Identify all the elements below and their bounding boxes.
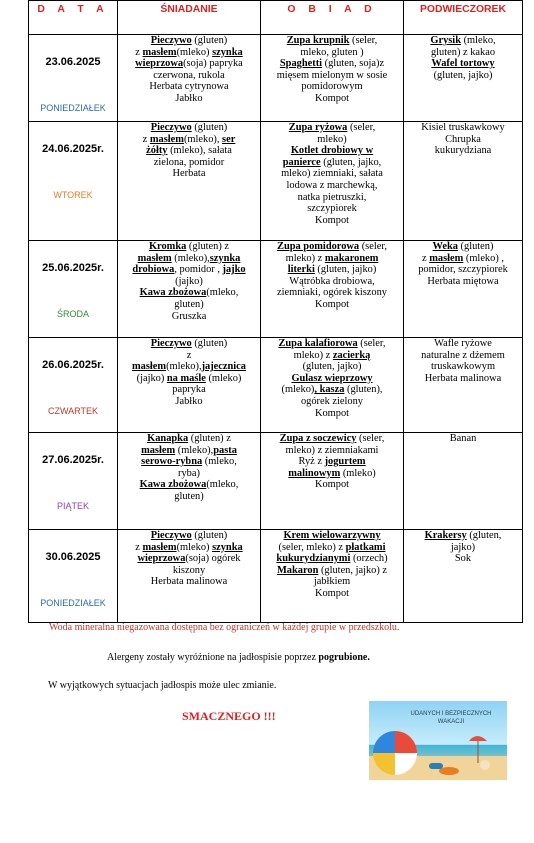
menu-line [263, 145, 401, 157]
menu-line [263, 542, 401, 554]
allergen-highlight: szynka [209, 252, 241, 264]
menu-line [263, 253, 401, 265]
snack-cell [404, 241, 523, 338]
menu-line [263, 203, 401, 215]
menu-text: pomidor, szczypiorek [418, 264, 508, 276]
menu-text: (mleko), [171, 252, 210, 264]
menu-line [120, 168, 258, 180]
menu-line [120, 479, 258, 491]
allergen-highlight: Kanapka [147, 433, 189, 444]
menu-text: mleko) [317, 133, 347, 145]
menu-text: (mleko) [340, 467, 376, 479]
menu-line [120, 299, 258, 311]
menu-line [406, 122, 520, 134]
snack-cell [404, 433, 523, 530]
menu-text: (seler, mleko) z [278, 541, 346, 553]
allergen-highlight: masłem [137, 252, 172, 264]
menu-line [120, 287, 258, 299]
menu-text: Herbata malinowa [424, 372, 502, 384]
header-row [29, 1, 523, 35]
menu-line [263, 588, 401, 600]
menu-text: ogórek zielony [300, 395, 364, 407]
date-label: 23.06.2025 [45, 56, 101, 68]
menu-line [263, 287, 401, 299]
allergen-highlight: , kasza [314, 384, 345, 396]
lunch-cell [261, 122, 404, 241]
menu-line [120, 384, 258, 396]
menu-line [406, 241, 520, 253]
menu-line [120, 396, 258, 408]
allergen-highlight: zacierką [332, 349, 371, 361]
menu-text: (seler, [356, 433, 385, 444]
menu-text: Herbata cytrynowa [149, 81, 229, 93]
menu-text: ziemniaki, ogórek kiszony [277, 287, 387, 299]
menu-line [263, 157, 401, 169]
menu-text: Wafle ryżowe [434, 338, 492, 349]
allergen-highlight: serowo-rybna [141, 456, 203, 468]
menu-text: gluten) [174, 490, 204, 502]
menu-line [263, 264, 401, 276]
menu-text: z [422, 252, 430, 264]
menu-text: (mleko, [202, 456, 237, 468]
menu-line [263, 350, 401, 362]
snack-cell [404, 122, 523, 241]
allergen-highlight: szynka [212, 541, 243, 553]
menu-line [263, 276, 401, 288]
menu-line [406, 47, 520, 59]
menu-text: Kompot [314, 92, 350, 104]
menu-text: mleko) z [293, 349, 333, 361]
allergen-highlight: Kotlet drobiowy w [290, 145, 374, 157]
menu-line [263, 456, 401, 468]
menu-text: (soja) ogórek [185, 553, 241, 565]
menu-text: (seler, [357, 338, 386, 349]
menu-text: (jajko) [136, 372, 167, 384]
allergen-highlight: jogurtem [324, 456, 366, 468]
menu-line [120, 276, 258, 288]
menu-line [406, 373, 520, 385]
menu-text: Jabłko [175, 395, 203, 407]
allergen-highlight: Weka [432, 241, 458, 252]
menu-text: (gluten), [344, 384, 383, 396]
menu-line [263, 396, 401, 408]
allergen-highlight: Kromka [148, 241, 187, 252]
allergen-highlight: na maśle [166, 372, 206, 384]
allergen-highlight: Pieczywo [150, 35, 192, 46]
menu-text: (gluten) [191, 122, 228, 133]
snack-cell [404, 338, 523, 433]
menu-text: Herbata [172, 168, 206, 180]
allergen-highlight: Kawa zbożowa [139, 287, 207, 299]
allergen-highlight: masłem [141, 444, 176, 456]
menu-line [406, 276, 520, 288]
weekday-label: CZWARTEK [47, 406, 98, 416]
menu-text: (gluten) [191, 338, 228, 349]
allergen-highlight: Krem wielowarzywny [283, 530, 381, 541]
menu-text: mleko, gluten ) [300, 46, 364, 58]
menu-text: (gluten, [466, 530, 502, 541]
lunch-cell [261, 338, 404, 433]
menu-text: papryka [172, 384, 206, 396]
menu-text: Herbata miętowa [427, 275, 499, 287]
menu-line [263, 408, 401, 420]
menu-line [263, 58, 401, 70]
menu-text: (soja) papryka [183, 58, 243, 70]
menu-line [120, 81, 258, 93]
menu-text: (mleko, [460, 35, 496, 46]
date-cell [29, 241, 118, 338]
breakfast-cell [118, 241, 261, 338]
menu-text: (gluten) z [186, 241, 230, 252]
menu-line [263, 215, 401, 227]
allergen-highlight: żółty [146, 145, 168, 157]
menu-line [263, 241, 401, 253]
date-label: 30.06.2025 [45, 551, 101, 563]
menu-text: Sok [454, 553, 472, 565]
day-row [29, 338, 523, 433]
menu-text: (gluten, jajko) [314, 264, 377, 276]
menu-line [120, 445, 258, 457]
menu-text: (gluten) [457, 241, 494, 252]
menu-line [263, 81, 401, 93]
breakfast-cell [118, 338, 261, 433]
allergen-highlight: Pieczywo [150, 530, 192, 541]
allergen-highlight: jajko [222, 264, 246, 276]
menu-line [263, 70, 401, 82]
menu-text: Kompot [314, 407, 350, 419]
menu-text: (gluten, jajko) [433, 69, 493, 81]
day-row [29, 35, 523, 122]
menu-line [263, 35, 401, 47]
menu-line [120, 241, 258, 253]
date-cell [29, 35, 118, 122]
header-lunch: O B I A D [261, 1, 404, 35]
weekday-label: ŚRODA [56, 309, 89, 319]
menu-text: szczypiorek [307, 203, 357, 215]
menu-line [406, 553, 520, 565]
menu-text: mleko) z ziemniakami [285, 444, 379, 456]
menu-line [120, 565, 258, 577]
weekday-label: WTOREK [53, 190, 93, 200]
menu-line [120, 157, 258, 169]
menu-text: (seler, [347, 122, 376, 133]
menu-line [263, 122, 401, 134]
allergen-highlight: pasta [213, 444, 237, 456]
menu-text: pomidorowym [301, 81, 363, 93]
menu-line [120, 58, 258, 70]
allergen-highlight: Spaghetti [279, 58, 323, 70]
menu-text: Kisiel truskawkowy [421, 122, 505, 133]
menu-line [120, 350, 258, 362]
allergen-highlight: masłem [142, 541, 177, 553]
menu-line [263, 338, 401, 350]
smacznego-text: SMACZNEGO !!! [182, 709, 276, 723]
menu-text: naturalne z dżemem [421, 349, 505, 361]
menu-line [120, 468, 258, 480]
allergen-highlight: ser [222, 133, 236, 145]
menu-text: (gluten, jajko) z [318, 564, 388, 576]
menu-text: czerwona, rukola [153, 69, 225, 81]
menu-text: (seler, [349, 35, 378, 46]
menu-text: (mleko), [183, 133, 223, 145]
allergen-highlight: kukurydzianymi [276, 553, 351, 565]
allergens-note-text: Alergeny zostały wyróżnione na jadłospisie poprzez [107, 652, 319, 663]
menu-line [120, 253, 258, 265]
allergen-highlight: szynka [212, 46, 243, 58]
menu-text: Ryż z [298, 456, 325, 468]
menu-line [120, 361, 258, 373]
breakfast-cell [118, 530, 261, 623]
allergen-highlight: Wafel tortowy [431, 58, 495, 70]
menu-line [406, 433, 520, 445]
menu-text: (gluten) [191, 35, 228, 46]
breakfast-cell [118, 35, 261, 122]
menu-text: Kompot [314, 298, 350, 310]
menu-text: z [135, 541, 143, 553]
menu-line [406, 350, 520, 362]
allergens-note-bold: pogrubione. [318, 652, 370, 663]
menu-line [120, 491, 258, 503]
menu-line [120, 134, 258, 146]
menu-text: lodowa z marchewką, [286, 179, 378, 191]
lunch-cell [261, 530, 404, 623]
menu-text: (seler, [359, 241, 387, 252]
menu-text: (mleko) [205, 372, 242, 384]
header-snack: PODWIECZOREK [404, 1, 523, 35]
allergens-note [107, 652, 370, 663]
menu-text: mleko) ziemniaki, sałata [281, 168, 383, 180]
snack-cell [404, 530, 523, 623]
menu-text: mięsem mielonym w sosie [276, 69, 388, 81]
menu-text: (gluten) [191, 530, 228, 541]
allergen-highlight: Kawa zbożowa [139, 479, 207, 491]
menu-line [406, 253, 520, 265]
menu-text: (mleko), [175, 444, 214, 456]
menu-line [406, 35, 520, 47]
menu-text: gluten) z kakao [430, 46, 496, 58]
menu-line [406, 338, 520, 350]
water-note: Woda mineralna niegazowana dostępna bez ograniczeń w każdej grupie w przedszkolu. [49, 622, 400, 633]
menu-line [263, 192, 401, 204]
menu-line [120, 122, 258, 134]
banner-text-line2: WAKACJI [437, 719, 465, 725]
menu-line [406, 58, 520, 70]
menu-line [120, 311, 258, 323]
menu-text: z [142, 133, 150, 145]
menu-line [406, 530, 520, 542]
menu-line [263, 530, 401, 542]
menu-line [120, 264, 258, 276]
allergen-highlight: Pieczywo [150, 122, 192, 133]
allergen-highlight: drobiowa [132, 264, 175, 276]
menu-line [406, 542, 520, 554]
menu-line [263, 361, 401, 373]
allergen-highlight: Krakersy [424, 530, 467, 541]
menu-line [263, 433, 401, 445]
date-cell [29, 530, 118, 623]
menu-line [120, 70, 258, 82]
date-cell [29, 338, 118, 433]
allergen-highlight: jajecznica [201, 361, 246, 373]
weekday-label: PIĄTEK [56, 501, 89, 511]
menu-line [120, 35, 258, 47]
allergen-highlight: Gulasz wieprzowy [291, 372, 373, 384]
menu-text: Kompot [314, 587, 350, 599]
day-row [29, 530, 523, 623]
change-note: W wyjątkowych sytuacjach jadłospis może ulec zmianie. [48, 680, 277, 691]
menu-text: Jabłko [175, 92, 203, 104]
menu-text: (orzech) [350, 553, 388, 565]
header-date: D A T A [29, 1, 118, 35]
allergen-highlight: literki [287, 264, 315, 276]
allergen-highlight: Zupa kalafiorowa [278, 338, 358, 349]
menu-line [120, 576, 258, 588]
weekday-label: PONIEDZIAŁEK [40, 103, 106, 113]
menu-text: truskawkowym [430, 361, 496, 373]
menu-text: Kompot [314, 479, 350, 491]
menu-text: (mleko) , [463, 252, 504, 264]
header-breakfast: ŚNIADANIE [118, 1, 261, 35]
menu-line [406, 134, 520, 146]
menu-text: natka pietruszki, [297, 191, 367, 203]
date-label: 26.06.2025r. [42, 359, 104, 371]
day-row [29, 122, 523, 241]
summer-banner-image [369, 701, 507, 780]
menu-text: Banan [449, 433, 477, 444]
menu-line [263, 134, 401, 146]
menu-text: Gruszka [171, 310, 207, 322]
banner-text-line1: UDANYCH I BEZPIECZNYCH [410, 711, 492, 717]
allergen-highlight: malinowym [288, 467, 341, 479]
menu-line [263, 479, 401, 491]
menu-line [406, 145, 520, 157]
menu-text: kukurydziana [434, 145, 492, 157]
menu-line [263, 553, 401, 565]
menu-text: z [186, 349, 192, 361]
menu-line [263, 299, 401, 311]
menu-line [406, 361, 520, 373]
menu-line [263, 468, 401, 480]
allergen-highlight: Zupa krupnik [286, 35, 350, 46]
allergen-highlight: wieprzowa [137, 553, 186, 565]
menu-line [120, 93, 258, 105]
menu-text: (mleko), [166, 361, 202, 373]
date-cell [29, 122, 118, 241]
breakfast-cell [118, 433, 261, 530]
menu-text: Kompot [314, 214, 350, 226]
menu-text: Wątróbka drobiowa, [289, 275, 375, 287]
menu-text: (gluten, jajko, [320, 156, 382, 168]
menu-line [120, 47, 258, 59]
menu-line [263, 565, 401, 577]
menu-line [263, 168, 401, 180]
menu-text: (mleko, [206, 287, 239, 299]
allergen-highlight: panierce [282, 156, 321, 168]
allergen-highlight: masłem [149, 133, 184, 145]
menu-line [406, 70, 520, 82]
menu-line [263, 93, 401, 105]
date-label: 25.06.2025r. [42, 262, 104, 274]
menu-text: (mleko) [176, 46, 213, 58]
allergen-highlight: Makaron [276, 564, 319, 576]
lunch-cell [261, 433, 404, 530]
menu-line [263, 180, 401, 192]
menu-text: (mleko), sałata [167, 145, 232, 157]
menu-line [120, 433, 258, 445]
menu-text: jabłkiem [313, 576, 351, 588]
menu-line [406, 264, 520, 276]
menu-text: Herbata malinowa [150, 576, 228, 588]
menu-text: , pomidor , [174, 264, 223, 276]
menu-text: kiszony [172, 564, 206, 576]
menu-text: z [135, 46, 143, 58]
allergen-highlight: masłem [132, 361, 167, 373]
allergen-highlight: wieprzowa [135, 58, 184, 70]
lunch-cell [261, 35, 404, 122]
menu-text: (gluten, soja)z [322, 58, 385, 70]
menu-text: Chrupka [445, 133, 481, 145]
day-row [29, 433, 523, 530]
menu-line [120, 530, 258, 542]
menu-line [120, 542, 258, 554]
allergen-highlight: Grysik [430, 35, 461, 46]
menu-text: (mleko) [176, 541, 213, 553]
menu-line [120, 338, 258, 350]
menu-text: zielona, pomidor [153, 156, 225, 168]
menu-text: (jajko) [175, 275, 203, 287]
menu-table [28, 0, 523, 623]
menu-text: gluten) [174, 298, 204, 310]
menu-line [263, 576, 401, 588]
allergen-highlight: masłem [429, 252, 464, 264]
allergen-highlight: płatkami [345, 541, 386, 553]
menu-line [120, 373, 258, 385]
allergen-highlight: Zupa pomidorowa [277, 241, 360, 252]
breakfast-cell [118, 122, 261, 241]
menu-line [263, 373, 401, 385]
allergen-highlight: Zupa ryżowa [288, 122, 348, 133]
menu-line [120, 456, 258, 468]
allergen-highlight: makaronem [324, 252, 379, 264]
menu-text: (mleko, [206, 479, 239, 491]
menu-text: (mleko) [281, 384, 315, 396]
allergen-highlight: Zupa z soczewicy [279, 433, 357, 444]
date-cell [29, 433, 118, 530]
menu-text: ryba) [178, 467, 200, 479]
allergen-highlight: masłem [142, 46, 177, 58]
lunch-cell [261, 241, 404, 338]
weekday-label: PONIEDZIAŁEK [40, 598, 106, 608]
snack-cell [404, 35, 523, 122]
menu-text: jajko) [450, 541, 476, 553]
menu-line [120, 145, 258, 157]
day-row [29, 241, 523, 338]
date-label: 24.06.2025r. [42, 143, 104, 155]
menu-text: mleko) z [285, 252, 325, 264]
allergen-highlight: Pieczywo [150, 338, 192, 349]
menu-text: (gluten, jajko) [302, 361, 362, 373]
menu-line [120, 553, 258, 565]
menu-text: (gluten) z [188, 433, 231, 444]
menu-line [263, 445, 401, 457]
menu-line [263, 384, 401, 396]
date-label: 27.06.2025r. [42, 454, 104, 466]
menu-line [263, 47, 401, 59]
